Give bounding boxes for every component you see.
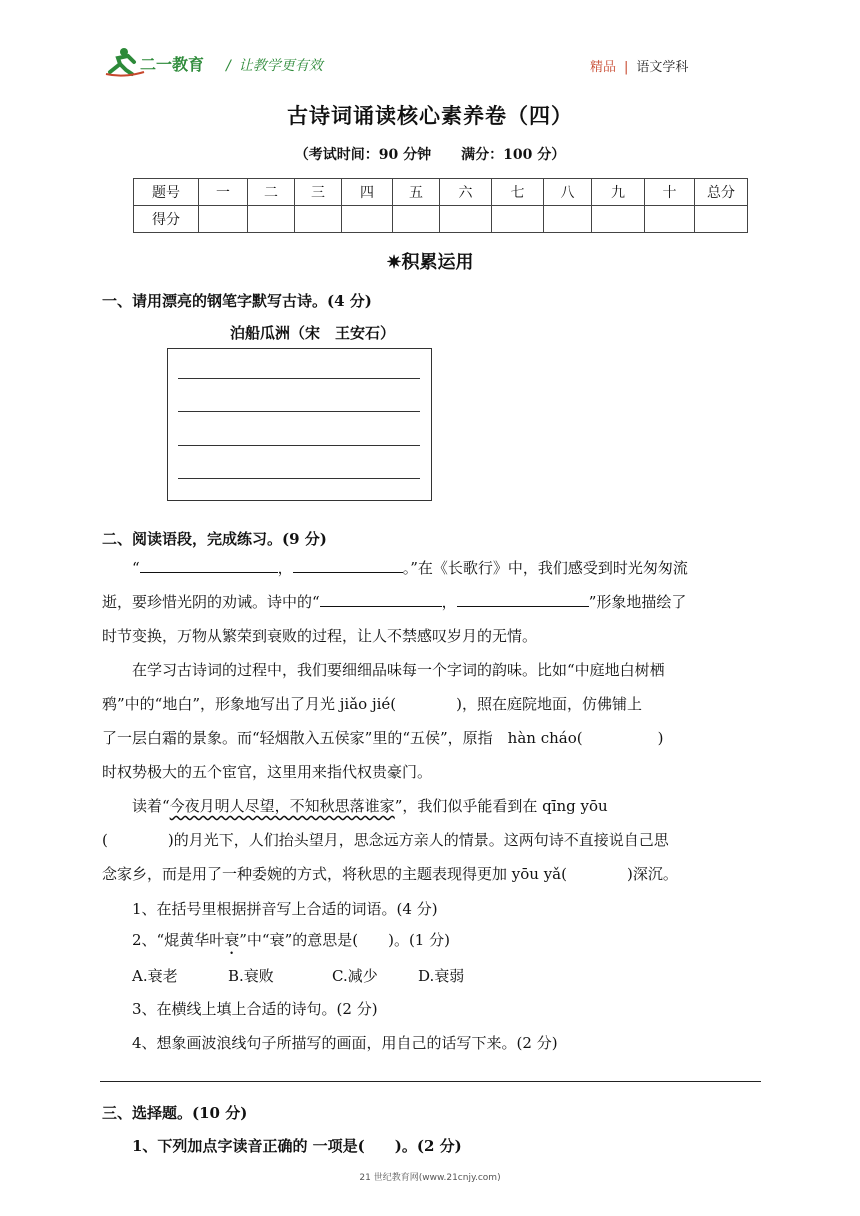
passage-line: 鸦”中的“地白”，形象地写出了月光 jiǎo jié( )，照在庭院地面，仿佛铺上 <box>102 695 642 713</box>
exam-info <box>0 144 860 164</box>
passage-paragraph-1 <box>102 551 762 653</box>
passage-line: 时权势极大的五个宦官，这里用来指代权贵豪门。 <box>102 763 433 781</box>
fill-blank[interactable] <box>457 588 589 607</box>
sub-question-2 <box>132 929 450 958</box>
poem-title: 泊船瓜洲（宋 王安石） <box>230 324 396 342</box>
runner-logo-icon <box>104 46 216 78</box>
text: ， <box>441 593 457 611</box>
score-cell-2: 二 <box>248 179 295 206</box>
score-cell-5: 五 <box>393 179 440 206</box>
slogan-text: 让教学更有效 <box>238 58 323 74</box>
sub-question-4: 4、想象画波浪线句子所描写的画面，用自己的话写下来。(2 分) <box>132 1034 558 1052</box>
question-2-heading: 二、阅读语段，完成练习。(9 分) <box>102 530 327 548</box>
dotted-char: 衰 <box>224 931 240 949</box>
passage-line <box>102 585 762 619</box>
passage-paragraph-2 <box>102 653 762 789</box>
exam-time: （考试时间：90 分钟 <box>294 147 432 163</box>
score-cell-9: 九 <box>592 179 645 206</box>
writing-line[interactable] <box>178 445 420 446</box>
score-row-label: 得分 <box>134 206 199 233</box>
text: ”中“衰”的意思是( )。(1 分) <box>239 931 450 949</box>
text: 。”在《长歌行》中，我们感受到时光匆匆流 <box>402 559 688 577</box>
option-a[interactable]: A.衰老 <box>132 967 178 985</box>
passage-line: 了一层白霜的景象。而“轻烟散入五侯家”里的“五侯”，原指 hàn cháo( ) <box>102 729 664 747</box>
score-input-cell[interactable] <box>544 206 592 233</box>
score-input-cell[interactable] <box>199 206 248 233</box>
text: 2、“焜黄华叶 <box>132 931 225 949</box>
score-cell-total: 总分 <box>695 179 748 206</box>
fill-blank[interactable] <box>320 588 442 607</box>
score-cell-label: 题号 <box>134 179 199 206</box>
exam-full-score: 满分：100 分） <box>461 147 566 163</box>
score-cell-10: 十 <box>645 179 695 206</box>
passage-line: ( )的月光下，人们抬头望月，思念远方亲人的情景。这两句诗不直接说自己思 <box>102 831 669 849</box>
header-separator: | <box>624 60 629 75</box>
options-row <box>132 965 464 986</box>
q3-sub-question-1: 1、下列加点字读音正确的 一项是( )。(2 分) <box>132 1137 462 1155</box>
score-input-cell[interactable] <box>342 206 393 233</box>
option-c[interactable]: C.减少 <box>332 967 378 985</box>
score-cell-8: 八 <box>544 179 592 206</box>
question-3-heading: 三、选择题。(10 分) <box>102 1104 248 1122</box>
score-cell-6: 六 <box>440 179 492 206</box>
fill-blank[interactable] <box>140 554 278 573</box>
brand-logo <box>104 46 216 78</box>
sub-question-1: 1、在括号里根据拼音写上合适的词语。(4 分) <box>132 900 438 918</box>
text: “ <box>132 559 140 577</box>
score-input-cell[interactable] <box>695 206 748 233</box>
page-footer: 21 世纪教育网(www.21cnjy.com) <box>359 1173 501 1183</box>
score-table-header-row <box>134 179 748 206</box>
answer-divider-line <box>100 1081 761 1082</box>
text: 读着“ <box>132 797 170 815</box>
passage-line: 念家乡，而是用了一种委婉的方式，将秋思的主题表现得更加 yōu yǎ( )深沉。 <box>102 865 678 883</box>
fill-blank[interactable] <box>293 554 403 573</box>
writing-line[interactable] <box>178 378 420 379</box>
score-input-cell[interactable] <box>393 206 440 233</box>
sub-question-3: 3、在横线上填上合适的诗句。(2 分) <box>132 1000 378 1018</box>
passage-line <box>102 551 762 585</box>
passage-line <box>102 789 762 823</box>
score-cell-4: 四 <box>342 179 393 206</box>
header-right <box>590 56 688 75</box>
score-cell-7: 七 <box>492 179 544 206</box>
slogan-slash: / <box>226 58 231 74</box>
score-table-score-row <box>134 206 748 233</box>
text: ”，我们似乎能看到在 qīng yōu <box>394 797 608 815</box>
score-input-cell[interactable] <box>645 206 695 233</box>
score-input-cell[interactable] <box>295 206 342 233</box>
score-cell-3: 三 <box>295 179 342 206</box>
score-cell-1: 一 <box>199 179 248 206</box>
passage-line: 时节变换，万物从繁荣到衰败的过程，让人不禁感叹岁月的无情。 <box>102 627 538 645</box>
question-1-heading: 一、请用漂亮的钢笔字默写古诗。(4 分) <box>102 292 372 310</box>
text: 逝，要珍惜光阴的劝诫。诗中的“ <box>102 593 320 611</box>
header-slogan <box>226 55 323 75</box>
writing-line[interactable] <box>178 411 420 412</box>
option-d[interactable]: D.衰弱 <box>418 967 465 985</box>
option-b[interactable]: B.衰败 <box>228 967 274 985</box>
passage-line: 在学习古诗词的过程中，我们要细细品味每一个字词的韵味。比如“中庭地白树栖 <box>132 661 665 679</box>
score-input-cell[interactable] <box>248 206 295 233</box>
score-input-cell[interactable] <box>492 206 544 233</box>
score-input-cell[interactable] <box>440 206 492 233</box>
svg-text:二一教育: 二一教育 <box>140 55 205 74</box>
text: ， <box>277 559 293 577</box>
section-heading: ✷积累运用 <box>386 252 474 273</box>
quality-label: 精品 <box>590 60 617 75</box>
subject-label: 语文学科 <box>636 60 689 75</box>
page-title: 古诗词诵读核心素养卷（四） <box>287 103 573 128</box>
score-table <box>133 178 748 233</box>
text: ”形象地描绘了 <box>588 593 687 611</box>
passage-paragraph-3 <box>102 789 762 891</box>
wavy-underlined-sentence: 今夜月明人尽望，不知秋思落谁家 <box>169 797 395 815</box>
score-input-cell[interactable] <box>592 206 645 233</box>
writing-line[interactable] <box>178 478 420 479</box>
